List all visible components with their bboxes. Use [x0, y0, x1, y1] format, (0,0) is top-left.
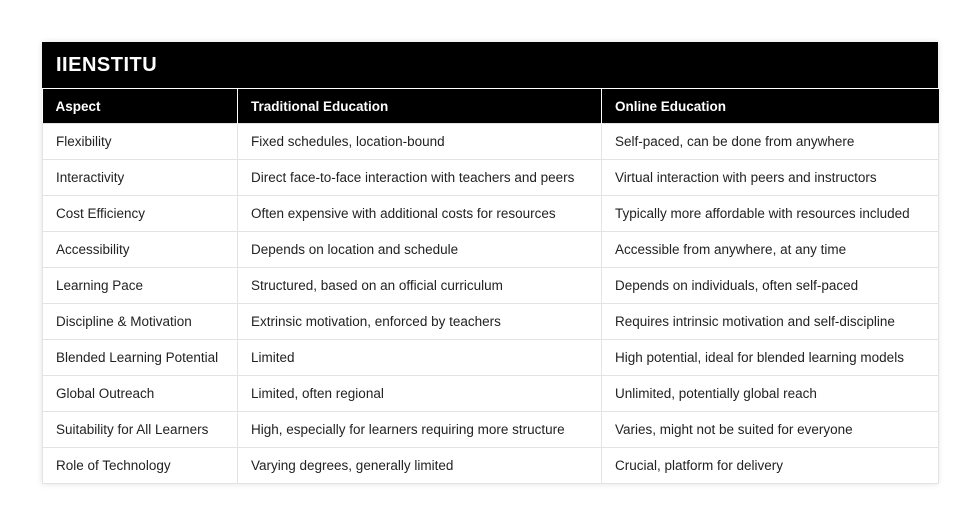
table-title: IIENSTITU	[42, 42, 938, 88]
cell-traditional: Limited, often regional	[238, 376, 602, 412]
table-row	[43, 340, 939, 376]
table-row	[43, 376, 939, 412]
cell-aspect: Role of Technology	[43, 448, 238, 484]
cell-aspect: Suitability for All Learners	[43, 412, 238, 448]
cell-aspect: Global Outreach	[43, 376, 238, 412]
cell-traditional: Often expensive with additional costs for resources	[238, 196, 602, 232]
cell-traditional: Limited	[238, 340, 602, 376]
table-row	[43, 232, 939, 268]
cell-traditional: Extrinsic motivation, enforced by teachers	[238, 304, 602, 340]
cell-aspect: Blended Learning Potential	[43, 340, 238, 376]
cell-traditional: Fixed schedules, location-bound	[238, 124, 602, 160]
cell-online: Unlimited, potentially global reach	[602, 376, 939, 412]
table-row	[43, 124, 939, 160]
table-body	[43, 124, 939, 484]
cell-online: Varies, might not be suited for everyone	[602, 412, 939, 448]
cell-aspect: Flexibility	[43, 124, 238, 160]
cell-aspect: Cost Efficiency	[43, 196, 238, 232]
cell-online: Requires intrinsic motivation and self-discipline	[602, 304, 939, 340]
table-row	[43, 268, 939, 304]
cell-online: Crucial, platform for delivery	[602, 448, 939, 484]
cell-online: Depends on individuals, often self-paced	[602, 268, 939, 304]
cell-traditional: Direct face-to-face interaction with teachers and peers	[238, 160, 602, 196]
comparison-table-card	[42, 42, 938, 484]
table-row	[43, 304, 939, 340]
table-row	[43, 196, 939, 232]
cell-online: Self-paced, can be done from anywhere	[602, 124, 939, 160]
cell-traditional: High, especially for learners requiring more structure	[238, 412, 602, 448]
cell-online: Virtual interaction with peers and instructors	[602, 160, 939, 196]
cell-traditional: Varying degrees, generally limited	[238, 448, 602, 484]
column-header-aspect: Aspect	[43, 89, 238, 124]
cell-aspect: Accessibility	[43, 232, 238, 268]
column-header-online: Online Education	[602, 89, 939, 124]
cell-aspect: Interactivity	[43, 160, 238, 196]
cell-traditional: Depends on location and schedule	[238, 232, 602, 268]
cell-online: High potential, ideal for blended learning models	[602, 340, 939, 376]
comparison-table	[42, 88, 939, 484]
table-row	[43, 160, 939, 196]
table-row	[43, 412, 939, 448]
cell-online: Accessible from anywhere, at any time	[602, 232, 939, 268]
cell-traditional: Structured, based on an official curriculum	[238, 268, 602, 304]
cell-aspect: Learning Pace	[43, 268, 238, 304]
table-row	[43, 448, 939, 484]
cell-aspect: Discipline & Motivation	[43, 304, 238, 340]
table-header-row	[43, 89, 939, 124]
column-header-traditional: Traditional Education	[238, 89, 602, 124]
cell-online: Typically more affordable with resources included	[602, 196, 939, 232]
